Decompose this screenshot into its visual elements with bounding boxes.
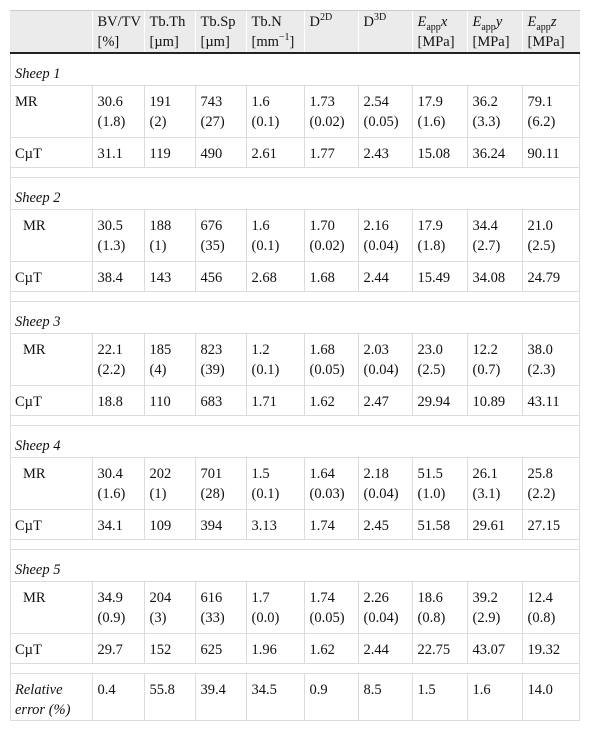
cell-mean: 34.4: [472, 217, 498, 234]
cell-mean: 17.9: [417, 217, 443, 234]
table-cell: [358, 581, 412, 633]
cell-mean: 185: [149, 341, 172, 358]
table-cell: 119: [144, 137, 195, 167]
cell-mean: 18.6: [417, 589, 443, 606]
table-cell: 39.4: [195, 673, 246, 720]
column-header-name: [418, 12, 462, 32]
table-cell: 490: [195, 137, 246, 167]
cell-sd: (0.1): [251, 113, 280, 130]
table-cell: [522, 457, 580, 509]
cell-mean: 2.16: [363, 217, 389, 234]
cell-mean: 12.4: [527, 589, 553, 606]
table-cell: 683: [195, 385, 246, 415]
table-cell: 43.07: [467, 633, 522, 663]
table-cell: [412, 581, 467, 633]
table-cell: 3.13: [246, 509, 304, 539]
row-spacer: [10, 539, 580, 549]
cell-mean: 21.0: [527, 217, 553, 234]
table-cell: 19.32: [522, 633, 580, 663]
cell-mean: 676: [200, 217, 223, 234]
cell-mean: 51.5: [417, 465, 443, 482]
table-cell: [195, 581, 246, 633]
column-header-unit: [528, 32, 576, 52]
column-header-unit: [201, 32, 241, 52]
table-cell: [304, 333, 358, 385]
cell-sd: (0.05): [363, 113, 399, 130]
cell-mean: 2.03: [363, 341, 389, 358]
group-label: Sheep 5: [10, 549, 580, 581]
cell-sd: (35): [200, 237, 225, 254]
cell-sd: (0.7): [472, 361, 501, 378]
table-cell: [358, 333, 412, 385]
table-cell: [304, 457, 358, 509]
column-header-name: [150, 12, 190, 32]
header-unit: [µm]: [200, 34, 230, 50]
table-cell: 15.49: [412, 261, 467, 291]
cell-mean: 1.68: [309, 341, 335, 358]
table-cell: 29.61: [467, 509, 522, 539]
table-cell: 15.08: [412, 137, 467, 167]
cell-sd: (6.2): [527, 113, 556, 130]
table-cell: 34.1: [92, 509, 144, 539]
cell-sd: (0.1): [251, 237, 280, 254]
method-label: MR: [10, 581, 92, 633]
ct-row: [10, 509, 580, 539]
table-cell: 2.44: [358, 633, 412, 663]
table-cell: [92, 85, 144, 137]
column-header-name: [252, 12, 299, 32]
header-unit: [MPa]: [527, 34, 565, 50]
table-cell: [144, 457, 195, 509]
header-symbol: D: [309, 14, 320, 30]
header-subscript: app: [426, 21, 441, 33]
table-cell: [467, 333, 522, 385]
table-cell: [92, 457, 144, 509]
table-cell: [358, 209, 412, 261]
table-cell: 8.5: [358, 673, 412, 720]
table-cell: 2.44: [358, 261, 412, 291]
cell-sd: (0.04): [363, 361, 399, 378]
header-unit: [mm: [251, 34, 279, 50]
cell-sd: (2.3): [527, 361, 556, 378]
cell-sd: (1.6): [417, 113, 446, 130]
cell-sd: (0.03): [309, 485, 345, 502]
cell-sd: (1.3): [97, 237, 126, 254]
column-header: [412, 11, 467, 54]
cell-mean: 743: [200, 93, 223, 110]
table-cell: 394: [195, 509, 246, 539]
cell-mean: 204: [149, 589, 172, 606]
table-cell: [304, 581, 358, 633]
table-cell: 51.58: [412, 509, 467, 539]
cell-sd: (1.0): [417, 485, 446, 502]
cell-mean: 1.5: [251, 465, 270, 482]
cell-mean: 2.18: [363, 465, 389, 482]
header-unit-end: ]: [289, 34, 295, 50]
ct-row: [10, 137, 580, 167]
mr-row: [10, 333, 580, 385]
cell-mean: 12.2: [472, 341, 498, 358]
cell-sd: (0.9): [97, 609, 126, 626]
ct-row: [10, 633, 580, 663]
cell-sd: (1.6): [97, 485, 126, 502]
spacer-cell: [10, 663, 580, 673]
row-spacer: [10, 291, 580, 301]
table-cell: 24.79: [522, 261, 580, 291]
header-symbol: Tb.Sp: [200, 14, 236, 30]
cell-sd: (3): [149, 609, 167, 626]
method-label: CµT: [10, 633, 92, 663]
column-header: [358, 11, 412, 54]
group-row: [10, 301, 580, 333]
cell-sd: (0.02): [309, 113, 345, 130]
table-cell: 14.0: [522, 673, 580, 720]
header-symbol: BV/TV: [97, 14, 141, 30]
method-label: CµT: [10, 261, 92, 291]
group-row: [10, 425, 580, 457]
method-label: MR: [10, 457, 92, 509]
cell-mean: 17.9: [417, 93, 443, 110]
relative-error-label: [10, 673, 92, 720]
cell-sd: (33): [200, 609, 225, 626]
table-cell: 2.43: [358, 137, 412, 167]
table-cell: 1.62: [304, 385, 358, 415]
cell-mean: 823: [200, 341, 223, 358]
header-superscript: 3D: [373, 12, 387, 24]
cell-sd: (4): [149, 361, 167, 378]
table-cell: 38.4: [92, 261, 144, 291]
cell-mean: 188: [149, 217, 172, 234]
table-cell: [92, 209, 144, 261]
method-label: CµT: [10, 137, 92, 167]
table-cell: [522, 333, 580, 385]
column-header-unit: [252, 32, 299, 52]
cell-mean: 25.8: [527, 465, 553, 482]
cell-mean: 2.54: [363, 93, 389, 110]
header-symbol: D: [363, 14, 374, 30]
column-header: [304, 11, 358, 54]
row-spacer: [10, 167, 580, 177]
table-cell: [467, 85, 522, 137]
column-header-name: [201, 12, 241, 32]
header-subscript: app: [481, 21, 496, 33]
table-cell: 34.5: [246, 673, 304, 720]
header-row: [10, 11, 580, 54]
header-symbol: E: [472, 14, 482, 30]
table-cell: 55.8: [144, 673, 195, 720]
cell-mean: 30.4: [97, 465, 123, 482]
cell-mean: 191: [149, 93, 172, 110]
group-label: Sheep 4: [10, 425, 580, 457]
cell-sd: (28): [200, 485, 225, 502]
cell-sd: (3.3): [472, 113, 501, 130]
table-cell: [92, 333, 144, 385]
cell-mean: 1.74: [309, 589, 335, 606]
header-axis: z: [550, 14, 557, 30]
column-header: [92, 11, 144, 54]
column-header: [246, 11, 304, 54]
table-cell: 1.71: [246, 385, 304, 415]
cell-mean: 36.2: [472, 93, 498, 110]
spacer-cell: [10, 167, 580, 177]
header-unit-exponent: −1: [278, 32, 290, 44]
table-cell: [144, 209, 195, 261]
column-header: [144, 11, 195, 54]
column-header-name: [364, 12, 407, 32]
group-label: Sheep 3: [10, 301, 580, 333]
table-cell: [522, 581, 580, 633]
cell-mean: 39.2: [472, 589, 498, 606]
table-cell: [144, 333, 195, 385]
table-cell: 29.7: [92, 633, 144, 663]
cell-sd: (2.7): [472, 237, 501, 254]
table-cell: 1.96: [246, 633, 304, 663]
column-header-name: [473, 12, 517, 32]
cell-mean: 2.26: [363, 589, 389, 606]
relative-error-row: [10, 673, 580, 720]
header-subscript: app: [536, 21, 551, 33]
cell-sd: (2.2): [527, 485, 556, 502]
cell-mean: 616: [200, 589, 223, 606]
cell-sd: (0.05): [309, 361, 345, 378]
table-cell: 29.94: [412, 385, 467, 415]
column-header-unit: [418, 32, 462, 52]
table-cell: [467, 209, 522, 261]
table-cell: 109: [144, 509, 195, 539]
cell-sd: (2.2): [97, 361, 126, 378]
table-cell: [246, 85, 304, 137]
table-cell: [412, 85, 467, 137]
header-unit: [µm]: [149, 34, 179, 50]
table-cell: [467, 457, 522, 509]
table-cell: 2.45: [358, 509, 412, 539]
mr-row: [10, 85, 580, 137]
column-header-name: [98, 12, 139, 32]
table-cell: 1.6: [467, 673, 522, 720]
table-cell: 625: [195, 633, 246, 663]
table-cell: 90.11: [522, 137, 580, 167]
table-cell: 18.8: [92, 385, 144, 415]
cell-mean: 1.70: [309, 217, 335, 234]
column-header-unit: [473, 32, 517, 52]
header-axis: x: [440, 14, 448, 30]
cell-sd: (1): [149, 237, 167, 254]
cell-mean: 30.6: [97, 93, 123, 110]
cell-mean: 22.1: [97, 341, 123, 358]
cell-sd: (1.8): [417, 237, 446, 254]
table-cell: [358, 85, 412, 137]
table-cell: [358, 457, 412, 509]
table-cell: [412, 333, 467, 385]
cell-sd: (0.1): [251, 485, 280, 502]
column-header-name: [528, 12, 576, 32]
header-symbol: E: [417, 14, 427, 30]
table-cell: 36.24: [467, 137, 522, 167]
column-header: [522, 11, 580, 54]
header-symbol: E: [527, 14, 537, 30]
table-cell: [412, 209, 467, 261]
cell-sd: (0.04): [363, 485, 399, 502]
header-unit: [MPa]: [417, 34, 455, 50]
table-cell: 2.47: [358, 385, 412, 415]
method-label: MR: [10, 85, 92, 137]
ct-row: [10, 385, 580, 415]
column-header-name: [310, 12, 353, 32]
cell-mean: 23.0: [417, 341, 443, 358]
header-superscript: 2D: [319, 12, 333, 24]
table-cell: 1.62: [304, 633, 358, 663]
cell-sd: (3.1): [472, 485, 501, 502]
table-cell: [412, 457, 467, 509]
label-line: Relative: [15, 681, 63, 698]
cell-sd: (2.5): [527, 237, 556, 254]
table-cell: [304, 209, 358, 261]
cell-mean: 1.6: [251, 93, 270, 110]
cell-mean: 79.1: [527, 93, 553, 110]
table-cell: 22.75: [412, 633, 467, 663]
table-cell: [144, 581, 195, 633]
cell-mean: 202: [149, 465, 172, 482]
table-cell: 1.77: [304, 137, 358, 167]
cell-sd: (0.05): [309, 609, 345, 626]
cell-mean: 26.1: [472, 465, 498, 482]
method-label: MR: [10, 333, 92, 385]
spacer-cell: [10, 539, 580, 549]
mr-row: [10, 457, 580, 509]
mr-row: [10, 581, 580, 633]
table-cell: 31.1: [92, 137, 144, 167]
table-cell: 0.9: [304, 673, 358, 720]
cell-mean: 1.2: [251, 341, 270, 358]
cell-sd: (27): [200, 113, 225, 130]
table-cell: 0.4: [92, 673, 144, 720]
cell-sd: (0.04): [363, 609, 399, 626]
cell-mean: 1.6: [251, 217, 270, 234]
table-cell: 43.11: [522, 385, 580, 415]
table-cell: [522, 209, 580, 261]
table-cell: 34.08: [467, 261, 522, 291]
table-cell: 152: [144, 633, 195, 663]
table-cell: [246, 209, 304, 261]
group-row: [10, 177, 580, 209]
cell-sd: (0.02): [309, 237, 345, 254]
column-header-unit: [150, 32, 190, 52]
cell-sd: (0.8): [417, 609, 446, 626]
table-cell: 110: [144, 385, 195, 415]
table-cell: [195, 457, 246, 509]
header-axis: y: [495, 14, 503, 30]
cell-sd: (0.1): [251, 361, 280, 378]
table-cell: [304, 85, 358, 137]
header-unit: [%]: [97, 34, 120, 50]
ct-row: [10, 261, 580, 291]
table-cell: [246, 333, 304, 385]
cell-mean: 30.5: [97, 217, 123, 234]
cell-mean: 34.9: [97, 589, 123, 606]
table-cell: 143: [144, 261, 195, 291]
row-spacer: [10, 415, 580, 425]
group-label: Sheep 1: [10, 53, 580, 85]
header-unit: [MPa]: [472, 34, 510, 50]
table-cell: 10.89: [467, 385, 522, 415]
method-label: MR: [10, 209, 92, 261]
column-header: [195, 11, 246, 54]
cell-mean: 38.0: [527, 341, 553, 358]
group-label: Sheep 2: [10, 177, 580, 209]
group-row: [10, 53, 580, 85]
header-symbol: Tb.N: [251, 14, 282, 30]
table-cell: [195, 209, 246, 261]
cell-mean: 1.73: [309, 93, 335, 110]
cell-sd: (0.04): [363, 237, 399, 254]
cell-mean: 1.7: [251, 589, 270, 606]
row-spacer: [10, 663, 580, 673]
spacer-cell: [10, 291, 580, 301]
table-cell: 1.5: [412, 673, 467, 720]
cell-sd: (2.9): [472, 609, 501, 626]
cell-mean: 701: [200, 465, 223, 482]
table-cell: [522, 85, 580, 137]
group-row: [10, 549, 580, 581]
cell-sd: (2): [149, 113, 167, 130]
table-cell: 2.61: [246, 137, 304, 167]
column-header-unit: [98, 32, 139, 52]
label-line: error (%): [15, 701, 71, 718]
method-label: CµT: [10, 385, 92, 415]
cell-sd: (0.0): [251, 609, 280, 626]
table-cell: [246, 581, 304, 633]
table-cell: [467, 581, 522, 633]
column-header: [10, 11, 92, 54]
column-header: [467, 11, 522, 54]
cell-sd: (39): [200, 361, 225, 378]
cell-sd: (2.5): [417, 361, 446, 378]
cell-mean: 1.64: [309, 465, 335, 482]
table-cell: 2.68: [246, 261, 304, 291]
table-cell: [195, 333, 246, 385]
spacer-cell: [10, 415, 580, 425]
mr-row: [10, 209, 580, 261]
table-cell: 27.15: [522, 509, 580, 539]
cell-sd: (1.8): [97, 113, 126, 130]
method-label: CµT: [10, 509, 92, 539]
table-cell: [195, 85, 246, 137]
table-cell: 1.68: [304, 261, 358, 291]
table-cell: [92, 581, 144, 633]
header-symbol: Tb.Th: [149, 14, 186, 30]
cell-sd: (0.8): [527, 609, 556, 626]
table-cell: [246, 457, 304, 509]
cell-sd: (1): [149, 485, 167, 502]
table-cell: 1.74: [304, 509, 358, 539]
data-table: [10, 10, 580, 721]
table-cell: 456: [195, 261, 246, 291]
table-cell: [144, 85, 195, 137]
